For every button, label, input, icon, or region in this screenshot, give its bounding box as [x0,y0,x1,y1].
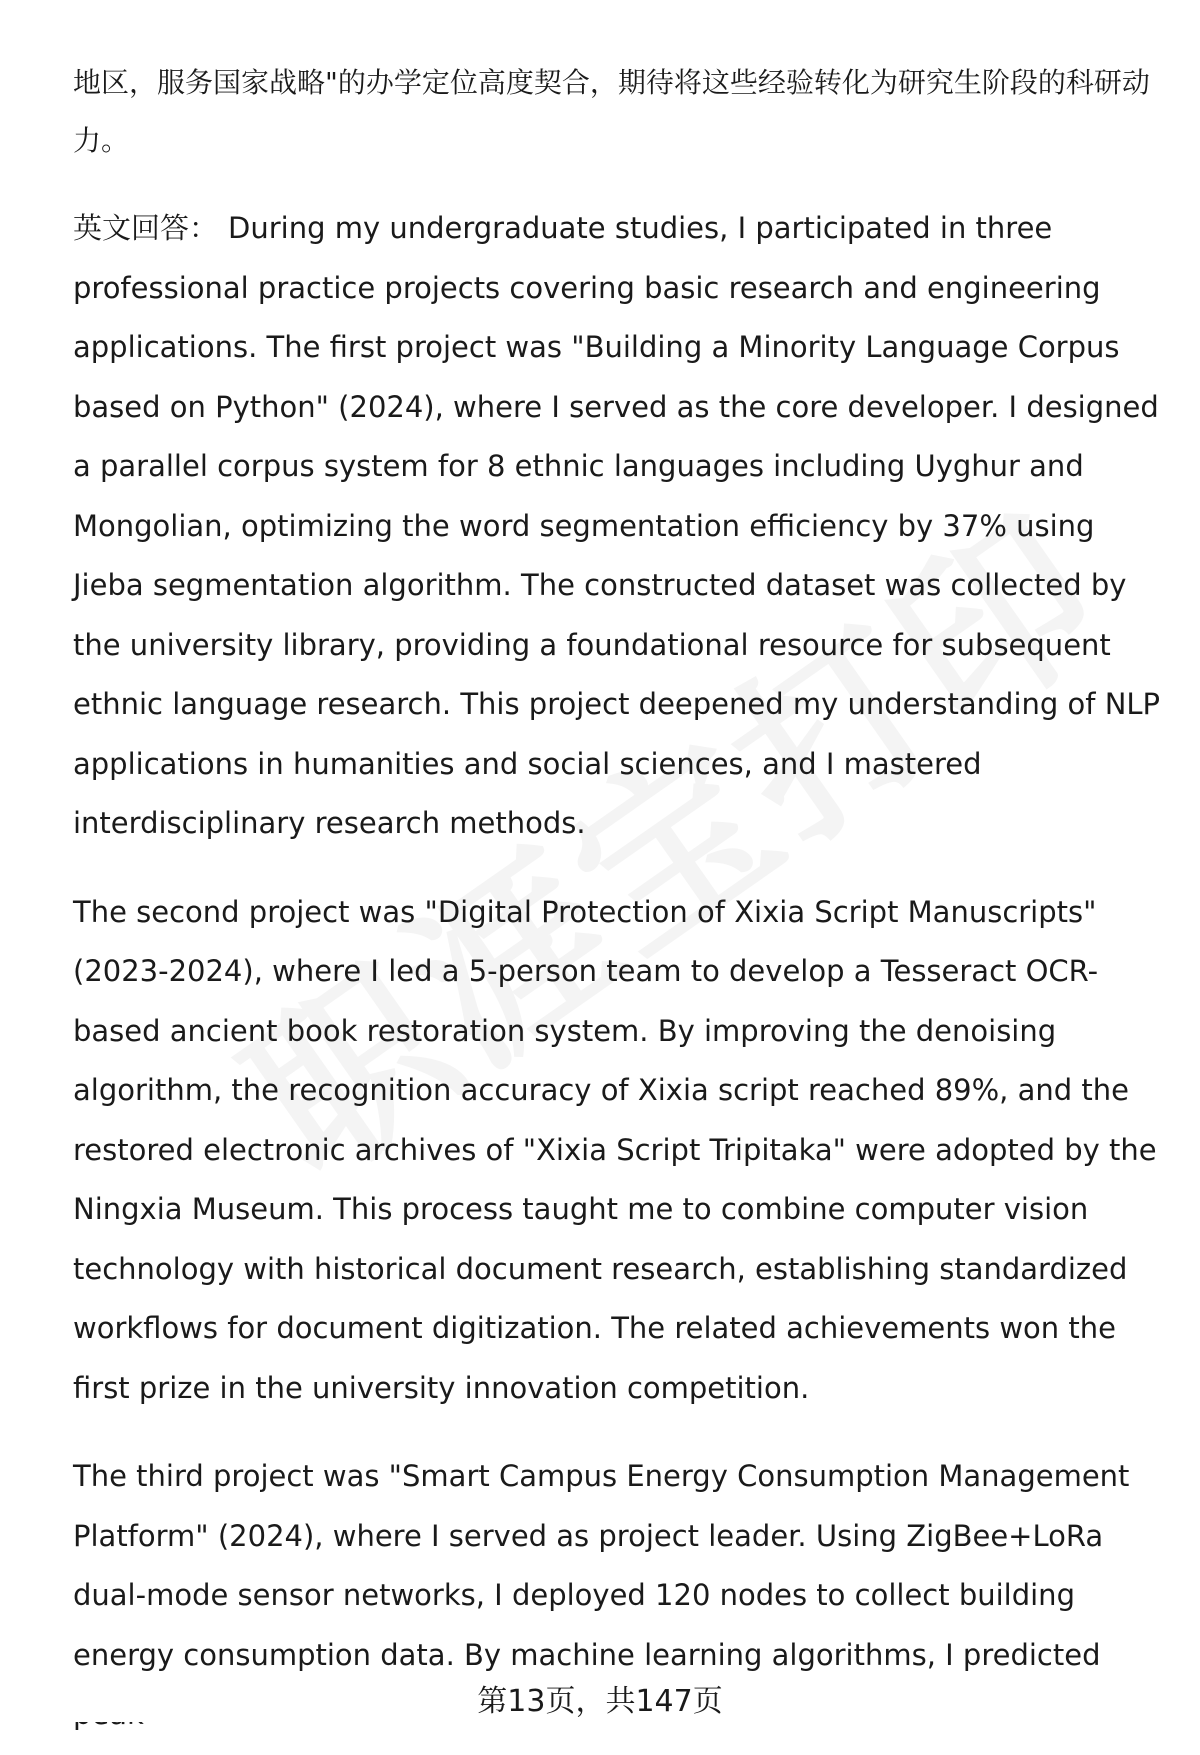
paragraph-text: 地区，服务国家战略"的办学定位高度契合，期待将这些经验转化为研究生阶段的科研动力。 [73,66,1150,157]
answer-label: 英文回答： [73,211,219,245]
paragraph-second-project [73,883,1163,1419]
paragraph-english-answer-intro [73,199,1163,854]
paragraph-text: The second project was "Digital Protection of Xixia Script Manuscripts" (2023-2024), where I led a 5-person team to develop a Tesseract OCR-based ancient book restoration system. By improving the denoising algorithm, the recognition accuracy of Xixia script reached 89%, and the restored electronic archives of "Xixia Script Tripitaka" were adopted by the Ningxia Museum. This process taught me to combine computer vision technology with historical document research, establishing standardized workflows for document digitization. The related achievements won the first prize in the university innovation competition. [73,894,1157,1405]
page-number-footer: 第13页，共147页 [0,1682,1200,1722]
document-body [73,54,1163,1755]
paragraph-chinese-tail [73,54,1163,170]
paragraph-text: The third project was "Smart Campus Energy Consumption Management Platform" (2024), where I served as project leader. Using ZigBee+LoRa dual-mode sensor networks, I deployed 120 nodes to collect building energy consumption data. By machine learning algorithms, I predicted [73,1459,1130,1672]
paragraph-text: During my undergraduate studies, I participated in three professional practice projects covering basic research and engineering applications. The first project was "Building a Minority Language Corpus based on Python" (2024), where I served as the core developer. I designed a parallel corpus system for 8 ethnic languages including Uyghur and Mongolian, optimizing the word segmentation efficiency by 37% using Jieba segmentation algorithm. The constructed dataset was collected by the university library, providing a foundational resource for subsequent ethnic language research. This project deepened my understanding of NLP applications in humanities and social sciences, and I mastered interdisciplinary research methods. [73,211,1161,840]
